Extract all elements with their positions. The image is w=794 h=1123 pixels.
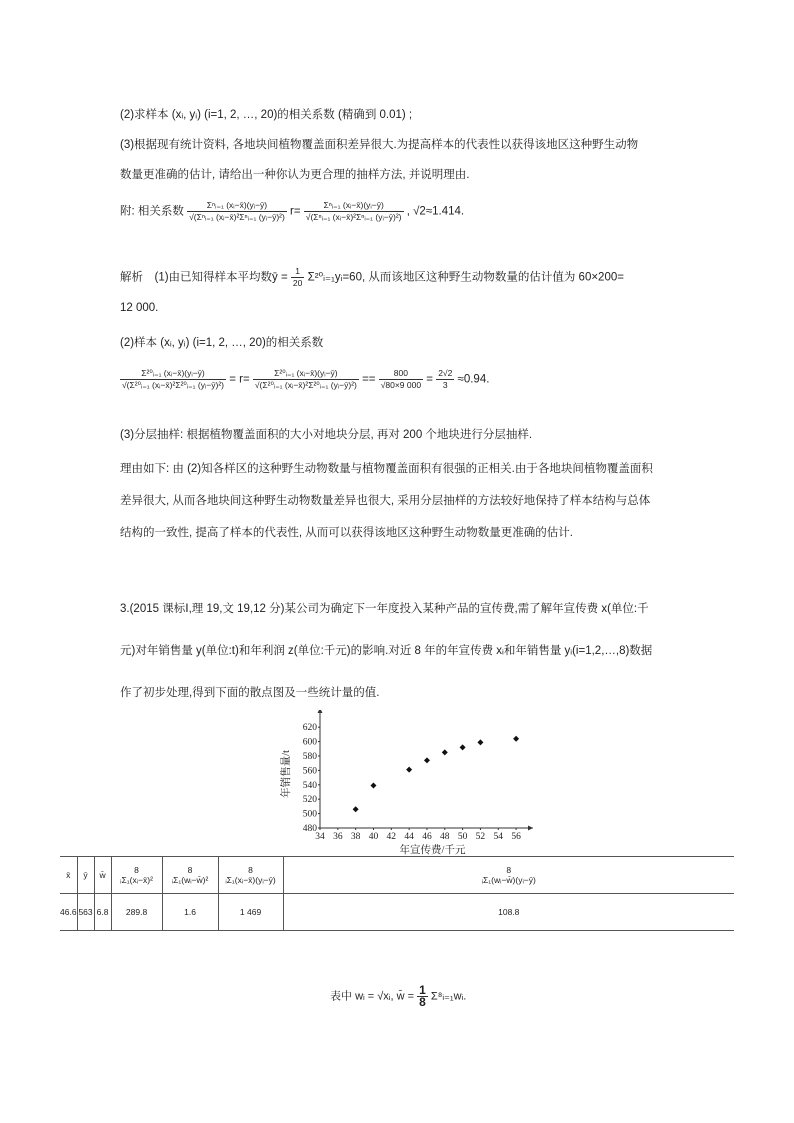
question-3-text-line1: (3)根据现有统计资料, 各地块间植物覆盖面积差异很大.为提高样本的代表性以获得该地区这种野生动物 xyxy=(120,139,639,151)
value-sum-w-sq: 1.6 xyxy=(162,894,218,931)
data-point xyxy=(370,783,376,789)
value-x-mean: 46.6 xyxy=(60,894,77,931)
x-tick-label: 42 xyxy=(386,832,397,842)
y-tick-label: 620 xyxy=(302,723,317,734)
solution-part-1-cont: 12 000. xyxy=(120,302,159,314)
reason-line-2: 差异很大, 从而各地块间这种野生动物数量差异也很大, 采用分层抽样的方法较好地保持了样本结构与总体 xyxy=(120,495,651,507)
header-x-mean: x̄ xyxy=(60,857,77,894)
question-3-line2: 元)对年销售量 y(单位:t)和年利润 z(单位:千元)的影响.对近 8 年的年宣传费 xᵢ和年销售量 yᵢ(i=1,2,…,8)数据 xyxy=(120,645,653,657)
x-tick-label: 52 xyxy=(475,832,486,842)
scatter-chart xyxy=(275,710,535,860)
value-sum-xy: 1 469 xyxy=(218,894,283,931)
data-point xyxy=(353,806,359,812)
x-tick-label: 40 xyxy=(368,832,379,842)
x-tick-label: 36 xyxy=(333,832,343,842)
data-point xyxy=(442,749,448,755)
data-point xyxy=(513,736,519,742)
x-tick-label: 46 xyxy=(422,832,432,842)
x-tick-label: 38 xyxy=(350,832,361,842)
statistics-table xyxy=(60,856,734,931)
x-tick-label: 56 xyxy=(511,832,521,842)
table-header-row xyxy=(60,857,734,894)
solution-part-3: (3)分层抽样: 根据植物覆盖面积的大小对地块分层, 再对 200 个地块进行分层抽样. xyxy=(120,429,533,441)
reason-line-3: 结构的一致性, 提高了样本的代表性, 从而可以获得该地区这种野生动物数量更准确的估计. xyxy=(120,527,573,539)
x-tick-label: 34 xyxy=(315,832,325,842)
appendix-fraction-1: $\frac{\text{Σⁿᵢ₌₁ (xᵢ−x̄)(yᵢ−ȳ)}}{\text{√(Σⁿᵢ₌₁ (xᵢ−x̄)²Σⁿᵢ₌₁ (yᵢ−ȳ)²)}}$ xyxy=(189,200,285,222)
value-sum-x-sq: 289.8 xyxy=(111,894,162,931)
x-axis-label: 年宣传费/千元 xyxy=(399,845,466,856)
value-sum-wy: 108.8 xyxy=(283,894,734,931)
y-tick-label: 560 xyxy=(302,766,317,777)
table-value-row xyxy=(60,894,734,931)
x-tick-label: 54 xyxy=(493,832,504,842)
y-tick-label: 480 xyxy=(302,824,317,834)
value-w-mean: 6.8 xyxy=(94,894,111,931)
y-axis-label: 年销售量/t xyxy=(281,750,292,798)
data-point xyxy=(424,757,430,763)
y-tick-label: 580 xyxy=(302,752,317,762)
solution-part-2-formula: $\frac{\text{Σ²⁰ᵢ₌₁ (xᵢ−x̄)(yᵢ−ȳ)}}{\text{√(Σ²⁰ᵢ₌₁ (xᵢ−x̄)²Σ²⁰ᵢ₌₁ (yᵢ−ȳ)²)}}$ = r= $\frac{\text{Σ²⁰ᵢ₌₁ (xᵢ−x̄)(yᵢ−ȳ)}}{\text{√(Σ²⁰ᵢ₌₁ (xᵢ−x̄)²Σ²⁰ᵢ₌₁ (yᵢ−ȳ)²)}}$ == $\frac{800}{√80\times 9 000}$ = $\frac{2√2}{3}$ ≈0.94. xyxy=(122,368,490,390)
value-y-mean: 563 xyxy=(77,894,94,931)
x-tick-label: 44 xyxy=(404,832,414,842)
appendix-label: 附: 相关系数 xyxy=(120,205,184,218)
question-3-text-line2: 数量更准确的估计, 请给出一种你认为更合理的抽样方法, 并说明理由. xyxy=(120,169,470,181)
y-tick-label: 500 xyxy=(302,809,317,820)
appendix-fraction-2: $\frac{\text{Σⁿᵢ₌₁ (xᵢ−x̄)(yᵢ−ȳ)}}{\text{√(Σⁿᵢ₌₁ (xᵢ−x̄)²Σⁿᵢ₌₁ (yᵢ−ȳ)²)}}$ xyxy=(305,200,402,222)
sqrt2-approx: , √2≈1.414. xyxy=(406,205,465,218)
y-tick-label: 600 xyxy=(302,737,317,748)
data-point xyxy=(460,744,466,750)
appendix-formula: 附: 相关系数 $\frac{\text{Σⁿᵢ₌₁ (xᵢ−x̄)(yᵢ−ȳ)}}{\text{√(Σⁿᵢ₌₁ (xᵢ−x̄)²Σⁿᵢ₌₁ (yᵢ−ȳ)²)}}$ r= $\frac{\text{Σⁿᵢ₌₁ (xᵢ−x̄)(yᵢ−ȳ)}}{\text{√(Σⁿᵢ₌₁ (xᵢ−x̄)²Σⁿᵢ₌₁ (yᵢ−ȳ)²)}}$ , √2≈1.414. xyxy=(120,200,465,222)
y-tick-label: 520 xyxy=(302,795,317,806)
y-axis-arrow xyxy=(318,710,323,713)
question-3-line3: 作了初步处理,得到下面的散点图及一些统计量的值. xyxy=(120,687,380,699)
header-sum-x-sq: 8 ᵢΣ₁(xᵢ−x̄)² xyxy=(111,857,162,894)
header-y-mean: ȳ xyxy=(77,857,94,894)
question-3-line1: 3.(2015 课标Ⅰ,理 19,文 19,12 分)某公司为确定下一年度投入某种产品的宣传费,需了解年宣传费 x(单位:千 xyxy=(120,603,649,615)
solution-part-1: 解析 (1)由已知得样本平均数ȳ = $\frac{1}{20}$ Σ²⁰ᵢ₌₁yᵢ=60, 从而该地区这种野生动物数量的估计值为 60×200= xyxy=(120,266,624,288)
x-axis-arrow xyxy=(528,826,533,831)
data-point xyxy=(406,767,412,773)
x-tick-label: 50 xyxy=(457,832,468,842)
header-w-mean: w̄ xyxy=(94,857,111,894)
header-sum-w-sq: 8 ᵢΣ₁(wᵢ−w̄)² xyxy=(162,857,218,894)
table-note: 表中 wᵢ = √xᵢ, w̄ = $\frac{1}{8}$ Σ⁸ᵢ₌₁wᵢ. xyxy=(330,983,467,1009)
solution-part-2-title: (2)样本 (xᵢ, yᵢ) (i=1, 2, …, 20)的相关系数 xyxy=(120,337,324,349)
data-point xyxy=(477,739,483,745)
header-sum-xy: 8 ᵢΣ₁(xᵢ−x̄)(yᵢ−ȳ) xyxy=(218,857,283,894)
question-2-text: (2)求样本 (xᵢ, yᵢ) (i=1, 2, …, 20)的相关系数 (精确到 0.01) ; xyxy=(120,109,413,121)
x-tick-label: 48 xyxy=(440,832,450,842)
y-tick-label: 540 xyxy=(302,780,317,791)
header-sum-wy: 8 ᵢΣ₁(wᵢ−w̄)(yᵢ−ȳ) xyxy=(283,857,734,894)
reason-line-1: 理由如下: 由 (2)知各样区的这种野生动物数量与植物覆盖面积有很强的正相关.由于各地块间植物覆盖面积 xyxy=(120,463,653,475)
